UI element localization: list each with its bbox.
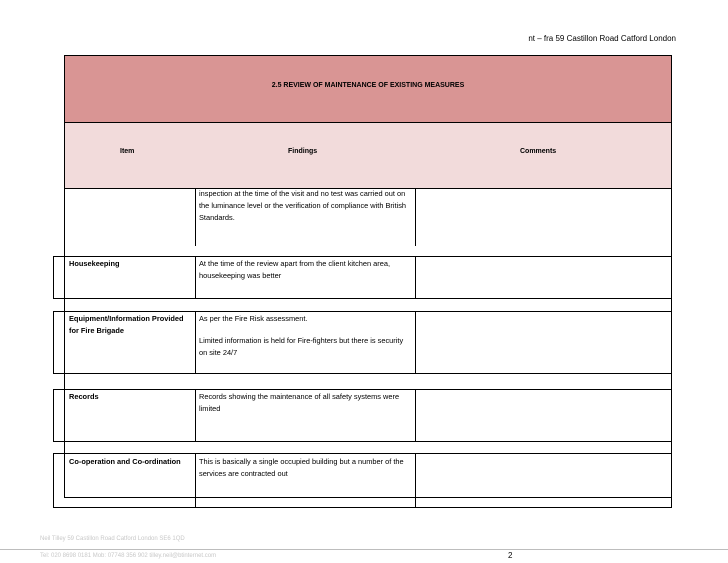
column-header-row — [65, 123, 671, 189]
grid-line — [195, 188, 196, 246]
item-cell: Records — [69, 392, 99, 401]
findings-cell: As per the Fire Risk assessment. — [199, 314, 308, 323]
item-cell: Equipment/Information Provided for Fire Brigade — [69, 314, 184, 335]
grid-line — [671, 188, 672, 246]
grid-line — [415, 256, 416, 299]
grid-line — [53, 441, 672, 442]
grid-line — [53, 453, 54, 508]
item-cell: Co-operation and Co-ordination — [69, 457, 181, 466]
footer-divider — [0, 549, 728, 550]
grid-line — [415, 188, 416, 246]
grid-line — [53, 298, 672, 299]
grid-line — [415, 389, 416, 442]
findings-cell: This is basically a single occupied building but a number of the services are contracted out — [199, 457, 404, 478]
findings-cell: Records showing the maintenance of all safety systems were limited — [199, 392, 400, 413]
findings-cell-continued: Limited information is held for Fire-fighters but there is security on site 24/7 — [199, 336, 404, 357]
grid-line — [53, 453, 672, 454]
findings-cell: inspection at the time of the visit and no test was carried out on the luminance level or the verification of compliance with British Standards. — [199, 189, 407, 222]
grid-line — [53, 389, 672, 390]
grid-line — [53, 256, 672, 257]
section-title-band — [65, 56, 671, 123]
findings-cell: At the time of the review apart from the client kitchen area, housekeeping was better — [199, 259, 391, 280]
page-number: 2 — [508, 551, 513, 560]
grid-line — [671, 311, 672, 374]
grid-line — [53, 373, 672, 374]
column-header-findings: Findings — [288, 148, 318, 155]
grid-line — [53, 256, 54, 299]
grid-line — [195, 256, 196, 299]
footer-address: Neil Tilley 59 Castillon Road Catford London SE6 1QD — [40, 536, 185, 542]
grid-line — [671, 453, 672, 508]
column-header-comments: Comments — [520, 148, 557, 155]
grid-line — [415, 311, 416, 374]
grid-line — [671, 256, 672, 299]
grid-line — [195, 311, 196, 374]
footer-contact: Tel: 020 8698 0181 Mob: 07748 356 902 tilley.neil@btinternet.com — [40, 553, 217, 559]
column-header-item: Item — [120, 148, 135, 155]
grid-line — [53, 389, 54, 442]
grid-line — [195, 453, 196, 508]
grid-line — [64, 188, 65, 246]
item-cell: Housekeeping — [69, 259, 120, 268]
running-header: nt – fra 59 Castillon Road Catford London — [528, 34, 676, 43]
grid-line — [671, 389, 672, 442]
grid-line — [415, 453, 416, 508]
grid-line — [195, 389, 196, 442]
grid-line — [53, 311, 672, 312]
grid-line — [53, 311, 54, 374]
grid-line — [53, 507, 672, 508]
section-title: 2.5 REVIEW OF MAINTENANCE OF EXISTING MEASURES — [271, 82, 465, 89]
